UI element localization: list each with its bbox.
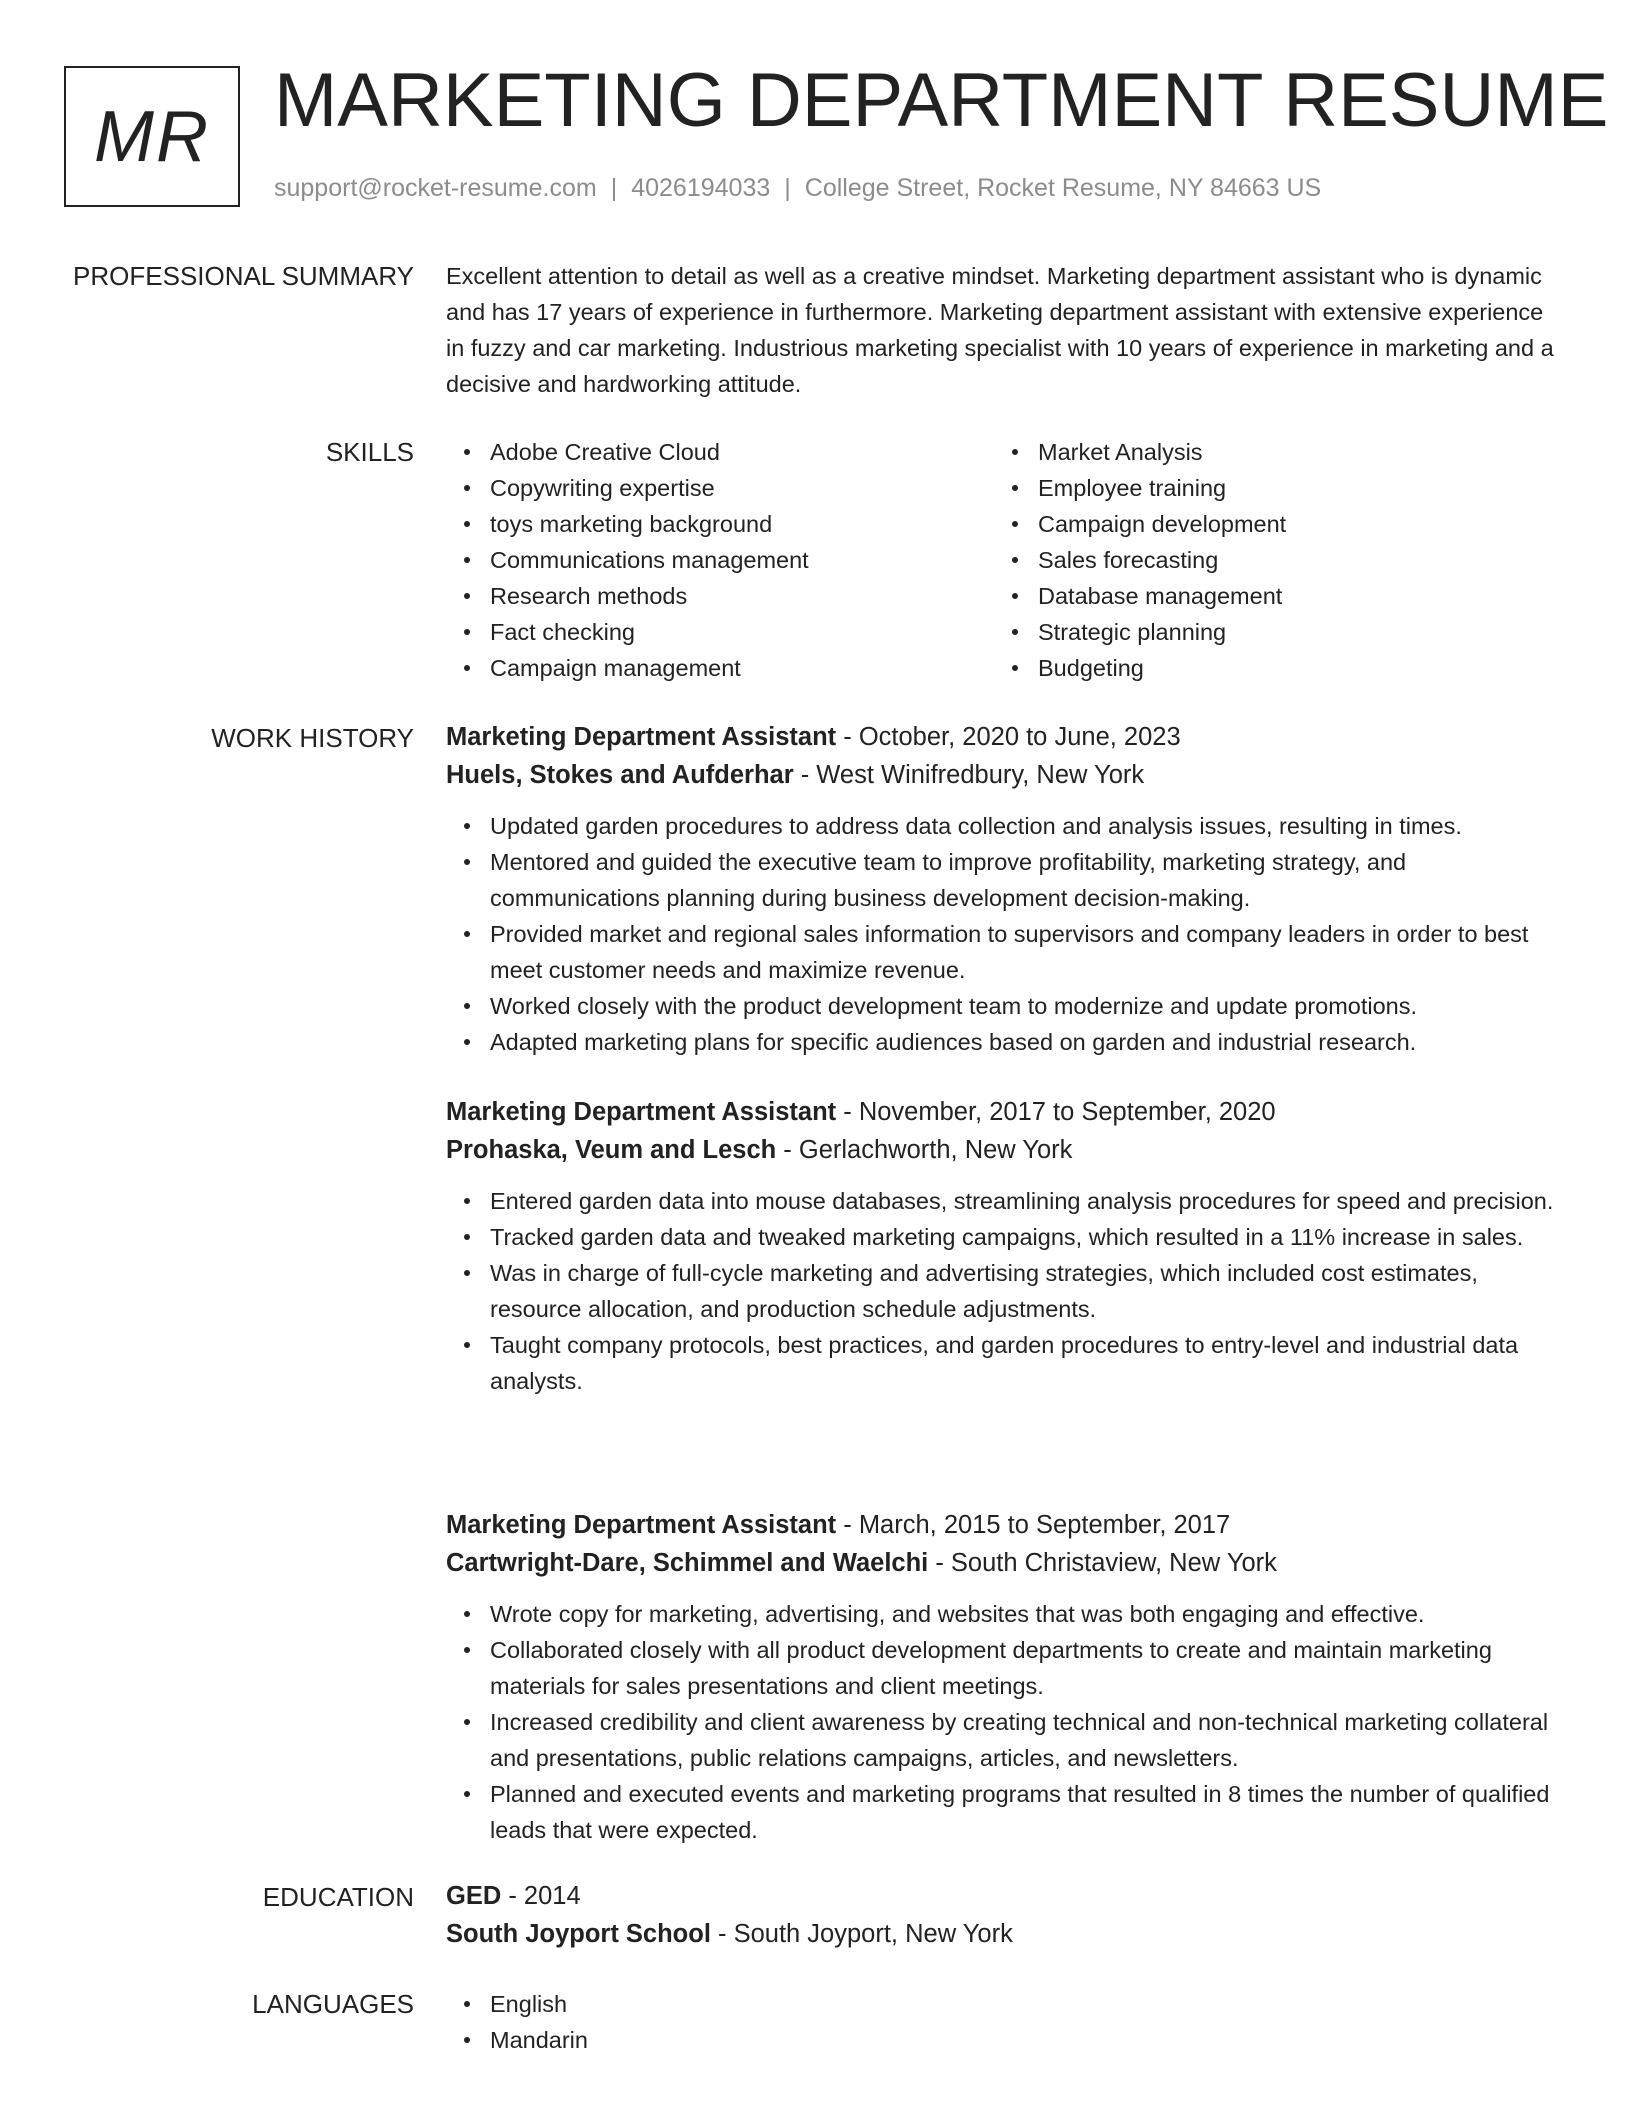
summary-text: Excellent attention to detail as well as a creative mindset. Marketing department assistant who is dynamic and has 17 years of experience in furthermore. Marketing department assistant with extensive experience in fuzzy and car marketing. Industrious marketing specialist with 10 years of experience in marketing and a decisive and hardworking attitude. bbox=[446, 263, 1554, 397]
skill-item: toys marketing background bbox=[446, 506, 994, 542]
job-dates: - November, 2017 to September, 2020 bbox=[836, 1098, 1276, 1126]
summary-section bbox=[446, 258, 1566, 402]
job-bullet-list bbox=[446, 1183, 1566, 1399]
school-location: - South Joyport, New York bbox=[710, 1920, 1013, 1948]
job-entry bbox=[446, 1506, 1566, 1848]
skill-item: Sales forecasting bbox=[994, 542, 1542, 578]
job-location: - South Christaview, New York bbox=[928, 1549, 1277, 1577]
education-section bbox=[446, 1877, 1566, 1953]
job-bullet-list bbox=[446, 808, 1566, 1060]
skill-item: Adobe Creative Cloud bbox=[446, 434, 994, 470]
contact-phone: 4026194033 bbox=[631, 174, 771, 202]
job-bullet: Increased credibility and client awareness by creating technical and non-technical marketing collateral and presentations, public relations campaigns, articles, and newsletters. bbox=[446, 1704, 1566, 1776]
skill-item: Database management bbox=[994, 578, 1542, 614]
contact-email: support@rocket-resume.com bbox=[274, 174, 597, 202]
job-company-line bbox=[446, 1544, 1566, 1582]
job-entry bbox=[446, 718, 1566, 1060]
contact-separator: | bbox=[610, 174, 618, 202]
job-title-line bbox=[446, 1506, 1566, 1544]
job-company: Huels, Stokes and Aufderhar bbox=[446, 761, 794, 789]
skill-item: Campaign development bbox=[994, 506, 1542, 542]
degree-year: - 2014 bbox=[501, 1882, 581, 1910]
job-title: Marketing Department Assistant bbox=[446, 1511, 837, 1539]
languages-list bbox=[446, 1986, 1566, 2058]
job-bullet: Planned and executed events and marketing programs that resulted in 8 times the number of qualified leads that were expected. bbox=[446, 1776, 1566, 1848]
job-bullet: Wrote copy for marketing, advertising, and websites that was both engaging and effective. bbox=[446, 1596, 1566, 1632]
contact-separator: | bbox=[784, 174, 791, 202]
job-location: - West Winifredbury, New York bbox=[793, 761, 1145, 789]
job-bullet: Adapted marketing plans for specific audiences based on garden and industrial research. bbox=[446, 1024, 1566, 1060]
job-bullet: Provided market and regional sales information to supervisors and company leaders in order to best meet customer needs and maximize revenue. bbox=[446, 916, 1566, 988]
job-bullet-list bbox=[446, 1596, 1566, 1848]
languages-section bbox=[446, 1986, 1566, 2058]
job-company-line bbox=[446, 1131, 1566, 1169]
skill-item: Market Analysis bbox=[994, 434, 1542, 470]
language-item: English bbox=[446, 1986, 1566, 2022]
work-history-heading: WORK HISTORY bbox=[211, 723, 414, 753]
job-company: Prohaska, Veum and Lesch bbox=[446, 1136, 777, 1164]
resume-title: MARKETING DEPARTMENT RESUME bbox=[274, 58, 1609, 143]
job-company-line bbox=[446, 756, 1566, 794]
job-title: Marketing Department Assistant bbox=[446, 723, 837, 751]
job-title: Marketing Department Assistant bbox=[446, 1098, 837, 1126]
job-dates: - October, 2020 to June, 2023 bbox=[836, 723, 1181, 751]
job-company: Cartwright-Dare, Schimmel and Waelchi bbox=[446, 1549, 929, 1577]
skill-item: Copywriting expertise bbox=[446, 470, 994, 506]
monogram-logo: MR bbox=[64, 66, 240, 207]
job-title-line bbox=[446, 718, 1566, 756]
job-bullet: Worked closely with the product development team to modernize and update promotions. bbox=[446, 988, 1566, 1024]
skills-list-right bbox=[994, 434, 1542, 686]
job-location: - Gerlachworth, New York bbox=[776, 1136, 1073, 1164]
skill-item: Communications management bbox=[446, 542, 994, 578]
job-bullet: Updated garden procedures to address data collection and analysis issues, resulting in times. bbox=[446, 808, 1566, 844]
skills-list-left bbox=[446, 434, 994, 686]
job-bullet: Taught company protocols, best practices, and garden procedures to entry-level and industrial data analysts. bbox=[446, 1327, 1566, 1399]
education-heading: EDUCATION bbox=[262, 1882, 414, 1912]
skill-item: Budgeting bbox=[994, 650, 1542, 686]
skill-item: Campaign management bbox=[446, 650, 994, 686]
skills-section bbox=[446, 434, 1566, 686]
skill-item: Research methods bbox=[446, 578, 994, 614]
job-bullet: Mentored and guided the executive team to improve profitability, marketing strategy, and communications planning during business development decision-making. bbox=[446, 844, 1566, 916]
language-item: Mandarin bbox=[446, 2022, 1566, 2058]
degree-line bbox=[446, 1877, 1566, 1915]
job-bullet: Was in charge of full-cycle marketing and advertising strategies, which included cost estimates, resource allocation, and production schedule adjustments. bbox=[446, 1255, 1566, 1327]
summary-heading: PROFESSIONAL SUMMARY bbox=[73, 261, 414, 291]
degree: GED bbox=[446, 1882, 502, 1910]
school-line bbox=[446, 1915, 1566, 1953]
languages-heading: LANGUAGES bbox=[252, 1989, 414, 2019]
job-bullet: Collaborated closely with all product development departments to create and maintain marketing materials for sales presentations and client meetings. bbox=[446, 1632, 1566, 1704]
job-entry bbox=[446, 1093, 1566, 1399]
job-bullet: Tracked garden data and tweaked marketing campaigns, which resulted in a 11% increase in sales. bbox=[446, 1219, 1566, 1255]
skills-heading: SKILLS bbox=[325, 437, 414, 467]
skill-item: Fact checking bbox=[446, 614, 994, 650]
school-name: South Joyport School bbox=[446, 1920, 711, 1948]
skill-item: Strategic planning bbox=[994, 614, 1542, 650]
contact-line bbox=[274, 174, 1321, 203]
skill-item: Employee training bbox=[994, 470, 1542, 506]
job-title-line bbox=[446, 1093, 1566, 1131]
contact-address: College Street, Rocket Resume, NY 84663 US bbox=[804, 174, 1322, 202]
job-dates: - March, 2015 to September, 2017 bbox=[836, 1511, 1231, 1539]
job-bullet: Entered garden data into mouse databases, streamlining analysis procedures for speed and precision. bbox=[446, 1183, 1566, 1219]
